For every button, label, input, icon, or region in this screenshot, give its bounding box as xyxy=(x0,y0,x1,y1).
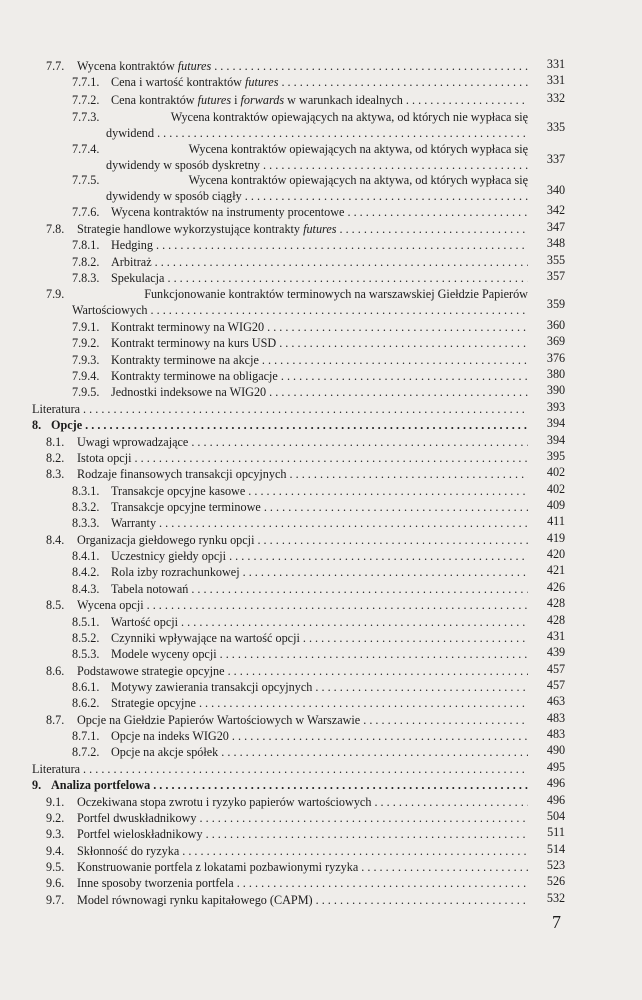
dot-leader xyxy=(344,204,528,221)
toc-title-part: w warunkach idealnych xyxy=(284,93,403,107)
toc-page-number: 504 xyxy=(546,809,566,823)
toc-entry-title xyxy=(111,728,229,745)
toc-entry-number: 8.3.1. xyxy=(72,484,100,498)
toc-entry-number: 8.3. xyxy=(46,467,65,481)
toc-entry-title xyxy=(111,319,264,336)
dot-leader xyxy=(300,630,528,647)
toc-title-part: Podstawowe strategie opcyjne xyxy=(77,664,225,678)
toc-title-part: Warranty xyxy=(111,516,157,530)
toc-page-number: 335 xyxy=(546,120,566,134)
toc-entry-number: 8.6.2. xyxy=(72,696,100,710)
toc-title-part: Hedging xyxy=(111,238,153,252)
toc-entry-number: 7.9.2. xyxy=(72,336,100,350)
toc-title-part: Istota opcji xyxy=(77,451,132,465)
toc-entry-number: 7.7.2. xyxy=(72,93,100,107)
toc-title-part: Literatura xyxy=(32,762,81,776)
dot-leader xyxy=(217,646,528,663)
page-number: 7 xyxy=(552,912,561,932)
dot-leader xyxy=(188,581,528,598)
toc-page-number: 376 xyxy=(546,351,566,365)
toc-title-part: i xyxy=(231,93,241,107)
dot-leader xyxy=(203,826,528,843)
toc-entry-title xyxy=(51,777,150,794)
toc-title-part: Portfel dwuskładnikowy xyxy=(77,811,197,825)
toc-entry-title xyxy=(111,368,278,385)
toc-title-part: futures xyxy=(303,222,337,236)
dot-leader xyxy=(82,417,528,434)
toc-title-part: Cena kontraktów xyxy=(111,93,198,107)
toc-title-part: Wartość opcji xyxy=(111,615,179,629)
toc-entry-title-continuation: dywidendy w sposób ciągły xyxy=(106,189,242,203)
toc-entry-title xyxy=(111,548,226,565)
toc-title-part: Jednostki indeksowe na WIG20 xyxy=(111,385,267,399)
toc-page-number: 496 xyxy=(546,776,566,790)
dot-leader xyxy=(132,450,529,467)
toc-title-part: futures xyxy=(245,75,279,89)
toc-entry-title xyxy=(77,597,144,614)
toc-entry-title xyxy=(111,270,164,287)
dot-leader xyxy=(264,319,528,336)
dot-leader xyxy=(403,92,528,109)
toc-entry-number: 8.2. xyxy=(46,451,65,465)
toc-entry-number: 8.3.3. xyxy=(72,516,100,530)
toc-entry-number: 7.8.2. xyxy=(72,255,100,269)
toc-entry-title xyxy=(77,794,371,811)
toc-entry-number: 7.7.3. xyxy=(72,110,100,124)
toc-title-part: Organizacja giełdowego rynku opcji xyxy=(77,533,255,547)
toc-entry-number: 8.5.3. xyxy=(72,647,100,661)
toc-entry-number: 7.8.1. xyxy=(72,238,100,252)
dot-leader xyxy=(148,302,528,319)
dot-leader xyxy=(360,712,528,729)
toc-title-part: Transakcje opcyjne kasowe xyxy=(111,484,246,498)
toc-title-part: Cena i wartość kontraktów xyxy=(111,75,246,89)
toc-entry-title xyxy=(77,532,254,549)
toc-page-number: 347 xyxy=(546,220,566,234)
toc-entry-title xyxy=(144,286,528,303)
dot-leader xyxy=(211,58,528,75)
toc-entry-number: 9.1. xyxy=(46,795,65,809)
dot-leader xyxy=(218,744,528,761)
dot-leader xyxy=(371,794,528,811)
toc-entry-number: 8.5.2. xyxy=(72,631,100,645)
dot-leader xyxy=(154,125,528,142)
toc-entry-title xyxy=(111,254,152,271)
toc-entry-number: 9. xyxy=(32,778,42,792)
dot-leader xyxy=(278,74,528,91)
dot-leader xyxy=(287,466,529,483)
dot-leader xyxy=(80,401,528,418)
toc-entry-title-continuation: Wartościowych xyxy=(72,303,148,317)
toc-entry-number: 7.9. xyxy=(46,287,65,301)
toc-page-number: 420 xyxy=(546,547,566,561)
toc-entry-number: 7.7.4. xyxy=(72,142,100,156)
dot-leader xyxy=(312,679,528,696)
toc-entry-title xyxy=(111,74,278,91)
dot-leader xyxy=(225,663,528,680)
dot-leader xyxy=(261,499,528,516)
toc-page-number: 337 xyxy=(546,152,566,166)
toc-title-part: Opcje na Giełdzie Papierów Wartościowych w Warszawie xyxy=(77,713,361,727)
toc-page-number: 431 xyxy=(546,629,566,643)
dot-leader xyxy=(150,777,528,794)
toc-title-part: Modele wyceny opcji xyxy=(111,647,217,661)
toc-page-number: 532 xyxy=(546,891,566,905)
toc-title-part: Czynniki wpływające na wartość opcji xyxy=(111,631,300,645)
toc-title-part: futures xyxy=(197,93,232,107)
toc-title-part: Analiza portfelowa xyxy=(51,778,151,792)
toc-entry-title xyxy=(77,875,234,892)
toc-page-number: 402 xyxy=(546,465,566,479)
dot-leader xyxy=(178,614,528,631)
toc-title-part: Wycena kontraktów na instrumenty procentowe xyxy=(111,205,345,219)
toc-page-number: 369 xyxy=(546,334,566,348)
dot-leader xyxy=(242,188,528,205)
toc-page-number: 496 xyxy=(546,793,566,807)
toc-page-number: 428 xyxy=(546,613,566,627)
toc-title-part: Strategie handlowe wykorzystujące kontrakty xyxy=(77,222,304,236)
toc-entry-title xyxy=(111,384,266,401)
toc-title-part: Rodzaje finansowych transakcji opcyjnych xyxy=(77,467,287,481)
toc-title-part: Transakcje opcyjne terminowe xyxy=(111,500,261,514)
toc-title-part: Motywy zawierania transakcji opcyjnych xyxy=(111,680,313,694)
toc-title-part: Wycena kontraktów opiewających na aktywa, od których nie wypłaca się xyxy=(170,110,528,124)
dot-leader xyxy=(234,875,528,892)
toc-page-number: 332 xyxy=(546,91,566,105)
toc-title-part: Inne sposoby tworzenia portfela xyxy=(77,876,234,890)
toc-title-part: Wycena kontraktów xyxy=(77,59,178,73)
toc-entry-number: 7.7.6. xyxy=(72,205,100,219)
dot-leader xyxy=(156,515,528,532)
toc-title-part: Kontrakt terminowy na WIG20 xyxy=(111,320,265,334)
toc-entry-number: 8. xyxy=(32,418,42,432)
toc-title-part: Portfel wieloskładnikowy xyxy=(77,827,203,841)
toc-page-number: 483 xyxy=(546,711,566,725)
toc-title-part: Opcje na akcje spółek xyxy=(111,745,219,759)
toc-page-number: 523 xyxy=(546,858,566,872)
toc-title-part: Strategie opcyjne xyxy=(111,696,196,710)
toc-title-part: Skłonność do ryzyka xyxy=(77,844,180,858)
toc-page-number: 340 xyxy=(546,183,566,197)
toc-title-part: Wycena kontraktów opiewających na aktywa, od których wypłaca się xyxy=(188,142,528,156)
toc-page-number: 395 xyxy=(546,449,566,463)
toc-title-part: Uczestnicy giełdy opcji xyxy=(111,549,227,563)
toc-entry-number: 8.1. xyxy=(46,435,65,449)
toc-entry-title xyxy=(111,581,188,598)
toc-entry-title xyxy=(32,761,80,778)
toc-entry-title xyxy=(77,712,360,729)
toc-page-number: 483 xyxy=(546,727,566,741)
toc-page-number: 394 xyxy=(546,416,566,430)
toc-title-part: Opcje xyxy=(51,418,83,432)
toc-page-number: 421 xyxy=(546,563,566,577)
toc-entry-title xyxy=(111,744,218,761)
toc-entry-title xyxy=(111,352,259,369)
toc-title-part: Kontrakty terminowe na obligacje xyxy=(111,369,278,383)
toc-page-number: 360 xyxy=(546,318,566,332)
toc-entry-title xyxy=(111,679,312,696)
toc-entry-title xyxy=(189,172,528,189)
toc-entry-title xyxy=(111,499,261,516)
toc-entry-number: 8.3.2. xyxy=(72,500,100,514)
toc-entry-number: 9.3. xyxy=(46,827,65,841)
toc-page-number: 511 xyxy=(547,825,565,839)
toc-entry-number: 7.7. xyxy=(46,59,65,73)
toc-title-part: Literatura xyxy=(32,402,81,416)
toc-title-part: Opcje na indeks WIG20 xyxy=(111,729,229,743)
toc-entry-number: 7.9.1. xyxy=(72,320,100,334)
toc-entry-title xyxy=(77,843,179,860)
dot-leader xyxy=(179,843,528,860)
toc-page-number: 359 xyxy=(546,297,566,311)
toc-page-number: 463 xyxy=(546,694,566,708)
toc-title-part: Tabela notowań xyxy=(111,582,189,596)
toc-entry-number: 8.4.3. xyxy=(72,582,100,596)
dot-leader xyxy=(254,532,528,549)
toc-page-number: 457 xyxy=(546,678,566,692)
toc-page-number: 514 xyxy=(546,842,566,856)
dot-leader xyxy=(276,335,528,352)
toc-page-number: 419 xyxy=(546,531,566,545)
toc-entry-number: 9.5. xyxy=(46,860,65,874)
toc-entry-title xyxy=(32,401,80,418)
toc-entry-title xyxy=(51,417,82,434)
toc-entry-number: 7.9.3. xyxy=(72,353,100,367)
toc-entry-title xyxy=(77,58,211,75)
toc-entry-title xyxy=(77,663,225,680)
toc-page-number: 490 xyxy=(546,743,566,757)
toc-page-number: 357 xyxy=(546,269,566,283)
toc-title-part: forwards xyxy=(240,93,285,107)
toc-entry-number: 8.4. xyxy=(46,533,65,547)
toc-entry-number: 8.7.2. xyxy=(72,745,100,759)
toc-entry-title xyxy=(111,237,153,254)
toc-entry-number: 8.7.1. xyxy=(72,729,100,743)
toc-page-number: 526 xyxy=(546,874,566,888)
toc-entry-number: 8.4.1. xyxy=(72,549,100,563)
toc-page-number: 428 xyxy=(546,596,566,610)
toc-title-part: Wycena opcji xyxy=(77,598,144,612)
toc-entry-title xyxy=(171,109,528,126)
toc-entry-number: 8.7. xyxy=(46,713,65,727)
dot-leader xyxy=(245,483,528,500)
dot-leader xyxy=(197,810,529,827)
toc-page-number: 411 xyxy=(547,514,565,528)
toc-entry-number: 7.7.1. xyxy=(72,75,100,89)
toc-entry-number: 8.6. xyxy=(46,664,65,678)
dot-leader xyxy=(196,695,528,712)
toc-entry-title xyxy=(111,646,217,663)
toc-page-number: 457 xyxy=(546,662,566,676)
toc-title-part: Konstruowanie portfela z lokatami pozbawionymi ryzyka xyxy=(77,860,359,874)
toc-entry-number: 8.5.1. xyxy=(72,615,100,629)
toc-entry-title xyxy=(77,810,197,827)
toc-page-number: 355 xyxy=(546,253,566,267)
toc-entry-number: 9.2. xyxy=(46,811,65,825)
toc-entry-title xyxy=(77,859,358,876)
dot-leader xyxy=(153,237,528,254)
dot-leader xyxy=(266,384,528,401)
toc-title-part: futures xyxy=(177,59,212,73)
dot-leader xyxy=(144,597,528,614)
toc-title-part: Rola izby rozrachunkowej xyxy=(111,565,240,579)
toc-entry-title xyxy=(77,892,313,909)
toc-page-number: 495 xyxy=(546,760,566,774)
toc-page-number: 393 xyxy=(546,400,566,414)
toc-entry-number: 7.8. xyxy=(46,222,65,236)
toc-entry-title xyxy=(111,630,300,647)
toc-title-part: Arbitraż xyxy=(111,255,152,269)
toc-entry-title xyxy=(77,450,132,467)
toc-entry-number: 7.9.5. xyxy=(72,385,100,399)
toc-page-number: 394 xyxy=(546,433,566,447)
dot-leader xyxy=(229,728,528,745)
toc-entry-title xyxy=(111,564,240,581)
dot-leader xyxy=(259,352,528,369)
toc-page-number: 390 xyxy=(546,383,566,397)
dot-leader xyxy=(188,434,528,451)
toc-entry-number: 9.6. xyxy=(46,876,65,890)
toc-entry-number: 8.4.2. xyxy=(72,565,100,579)
toc-title-part: Kontrakty terminowe na akcje xyxy=(111,353,259,367)
toc-entry-title xyxy=(111,515,156,532)
dot-leader xyxy=(240,564,528,581)
toc-entry-number: 8.6.1. xyxy=(72,680,100,694)
dot-leader xyxy=(80,761,528,778)
dot-leader xyxy=(358,859,528,876)
toc-title-part: Spekulacja xyxy=(111,271,165,285)
toc-title-part: Kontrakt terminowy na kurs USD xyxy=(111,336,277,350)
toc-entry-title xyxy=(77,466,287,483)
toc-page-number: 380 xyxy=(546,367,566,381)
toc-entry-title xyxy=(111,695,196,712)
toc-title-part: Oczekiwana stopa zwrotu i ryzyko papierów wartościowych xyxy=(77,795,372,809)
toc-page-number: 331 xyxy=(546,73,566,87)
dot-leader xyxy=(164,270,528,287)
toc-entry-number: 9.7. xyxy=(46,893,65,907)
toc-entry-title-continuation: dywidend xyxy=(106,126,155,140)
toc-entry-number: 9.4. xyxy=(46,844,65,858)
toc-entry-title xyxy=(189,141,528,158)
toc-entry-number: 7.8.3. xyxy=(72,271,100,285)
toc-entry-title xyxy=(111,92,403,109)
dot-leader xyxy=(278,368,528,385)
toc-title-part: Funkcjonowanie kontraktów terminowych na warszawskiej Giełdzie Papierów xyxy=(144,287,528,301)
toc-entry-title xyxy=(111,204,344,221)
toc-page-number: 331 xyxy=(546,57,566,71)
toc-title-part: Model równowagi rynku kapitałowego (CAPM) xyxy=(77,893,313,907)
toc-title-part: Wycena kontraktów opiewających na aktywa, od których wypłaca się xyxy=(188,173,528,187)
toc-page-number: 348 xyxy=(546,236,566,250)
toc-entry-number: 8.5. xyxy=(46,598,65,612)
toc-entry-title xyxy=(111,483,245,500)
dot-leader xyxy=(226,548,528,565)
toc-entry-title-continuation: dywidendy w sposób dyskretny xyxy=(106,158,261,172)
toc-entry-title xyxy=(111,614,178,631)
toc-entry-number: 7.9.4. xyxy=(72,369,100,383)
toc-entry-title xyxy=(111,335,276,352)
toc-page-number: 426 xyxy=(546,580,566,594)
toc-entry-title xyxy=(77,221,336,238)
dot-leader xyxy=(152,254,528,271)
dot-leader xyxy=(313,892,528,909)
toc-page-number: 342 xyxy=(546,203,566,217)
toc-page-number: 402 xyxy=(546,482,566,496)
toc-entry-title xyxy=(77,434,188,451)
toc-page-number: 409 xyxy=(546,498,566,512)
toc-title-part: Uwagi wprowadzające xyxy=(77,435,189,449)
dot-leader xyxy=(336,221,528,238)
toc-page-number: 439 xyxy=(546,645,566,659)
toc-entry-title xyxy=(77,826,203,843)
toc-entry-number: 7.7.5. xyxy=(72,173,100,187)
